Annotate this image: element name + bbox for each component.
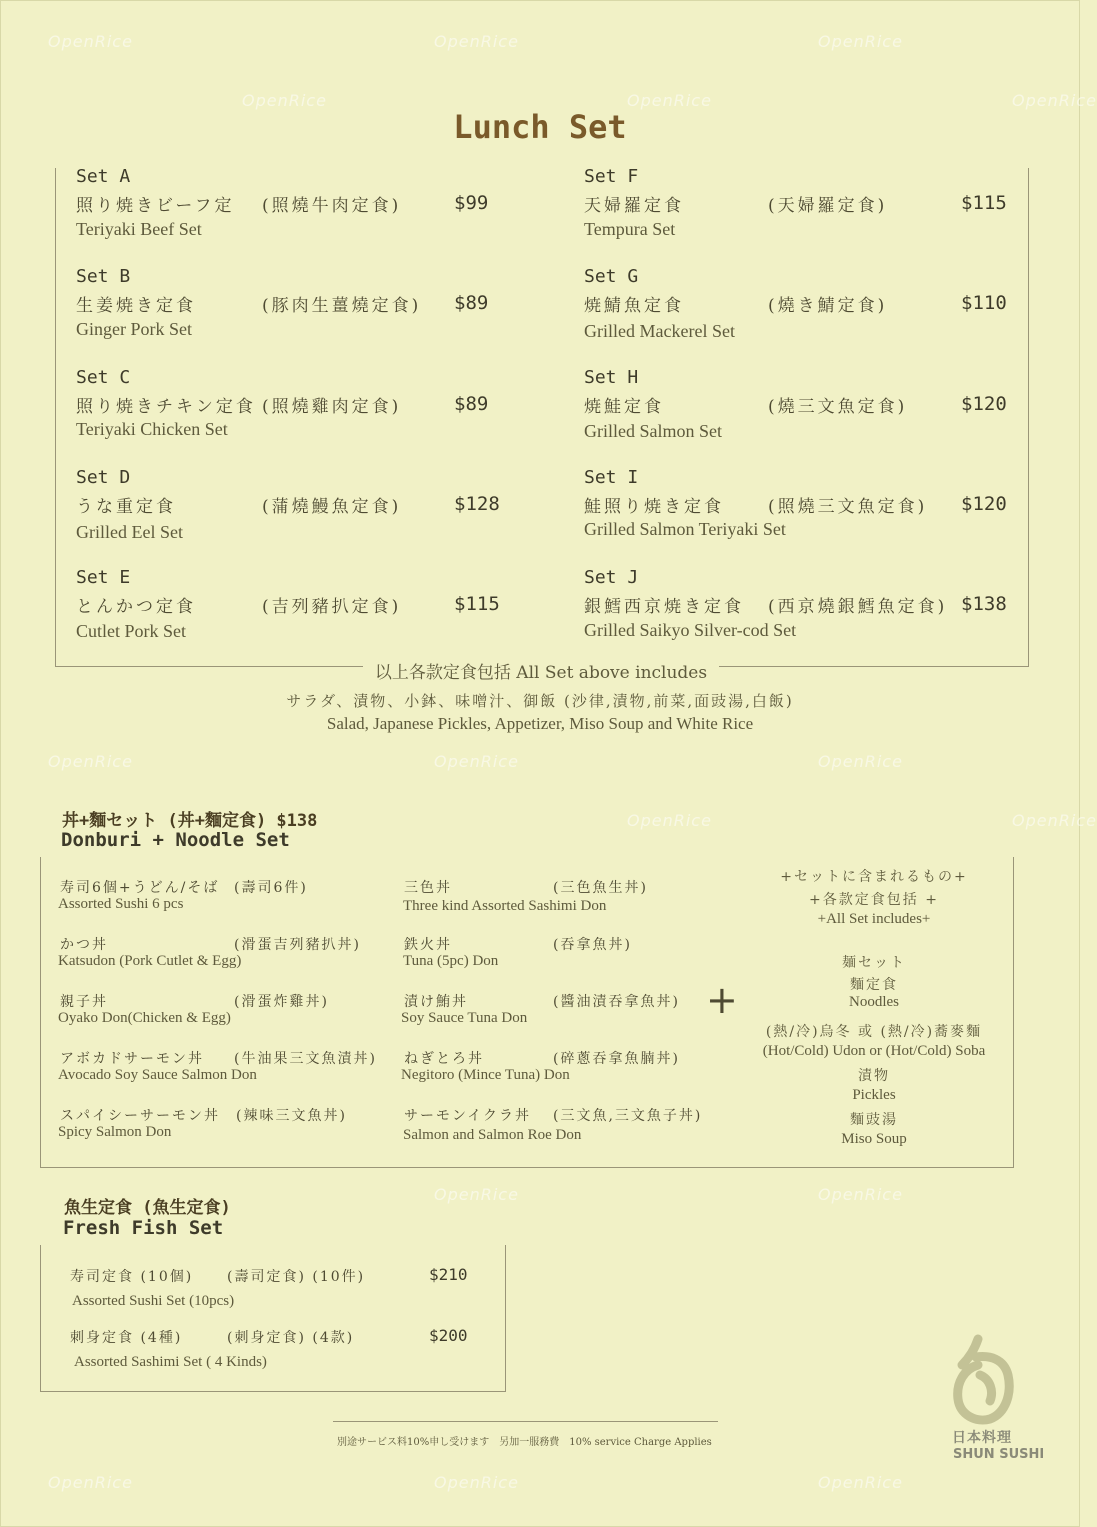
don-name-jp: かつ丼 — [60, 937, 108, 953]
logo-text-jp: 日本料理 — [952, 1430, 1012, 1446]
set-name-en: Teriyaki Beef Set — [76, 219, 202, 239]
includes-en: Salad, Japanese Pickles, Appetizer, Miso Soup and White Rice — [326, 714, 754, 733]
set-price: $89 — [454, 292, 489, 314]
set-label: Set F — [584, 166, 639, 187]
watermark: OpenRice — [434, 1473, 519, 1492]
watermark: OpenRice — [818, 1473, 903, 1492]
don-name-cn: (滑蛋炸雞丼) — [234, 994, 329, 1010]
includes-line: +All Set includes+ — [817, 911, 931, 927]
set-label: Set E — [76, 567, 131, 588]
fish-title-en: Fresh Fish Set — [63, 1217, 224, 1239]
fish-name-cn: (壽司定食) (10件) — [227, 1269, 366, 1285]
don-name-jp: 三色丼 — [404, 880, 452, 896]
don-name-jp: スパイシーサーモン丼 — [60, 1108, 220, 1124]
set-name-jp: 生姜焼き定食 — [76, 296, 196, 316]
page-title: Lunch Set — [453, 108, 627, 146]
includes-line: Pickles — [852, 1087, 896, 1103]
set-name-en: Grilled Salmon Teriyaki Set — [584, 519, 786, 539]
includes-line: 漬物 — [858, 1068, 890, 1084]
set-label: Set H — [584, 367, 639, 388]
set-label: Set D — [76, 467, 131, 488]
set-name-cn: (豚肉生薑燒定食) — [262, 296, 422, 316]
don-name-en: Katsudon (Pork Cutlet & Egg) — [58, 953, 242, 969]
set-name-jp: うな重定食 — [76, 497, 176, 517]
set-price: $115 — [454, 593, 500, 615]
set-name-en: Tempura Set — [584, 219, 676, 239]
don-name-cn: (牛油果三文魚漬丼) — [234, 1051, 377, 1067]
don-name-en: Salmon and Salmon Roe Don — [403, 1127, 582, 1143]
watermark: OpenRice — [1012, 811, 1097, 830]
set-name-en: Ginger Pork Set — [76, 319, 192, 339]
watermark: OpenRice — [627, 91, 712, 110]
set-name-cn: (照燒三文魚定食) — [768, 497, 928, 517]
set-price: $120 — [961, 393, 1007, 415]
set-name-cn: (西京燒銀鱈魚定食) — [768, 597, 948, 617]
don-name-cn: (三色魚生丼) — [553, 880, 648, 896]
fish-name-en: Assorted Sashimi Set ( 4 Kinds) — [74, 1354, 267, 1370]
set-label: Set G — [584, 266, 639, 287]
don-name-cn: (三文魚,三文魚子丼) — [553, 1108, 703, 1124]
includes-line: 麵豉湯 — [850, 1112, 898, 1128]
watermark: OpenRice — [818, 752, 903, 771]
don-name-jp: ねぎとろ丼 — [404, 1051, 484, 1067]
watermark: OpenRice — [818, 1185, 903, 1204]
watermark: OpenRice — [242, 91, 327, 110]
don-name-en: Avocado Soy Sauce Salmon Don — [58, 1067, 257, 1083]
don-name-jp: 漬け鮪丼 — [404, 994, 468, 1010]
set-name-cn: (照燒雞肉定食) — [262, 397, 402, 417]
includes-line: +セットに含まれるもの+ — [780, 869, 968, 885]
don-name-en: Assorted Sushi 6 pcs — [58, 896, 184, 912]
set-name-jp: 照り焼きチキン定食 — [76, 397, 256, 417]
includes-line: (熱/冷)烏冬 或 (熱/冷)蕎麥麵 — [765, 1024, 983, 1040]
set-name-en: Grilled Eel Set — [76, 522, 183, 542]
set-price: $120 — [961, 493, 1007, 515]
set-name-en: Teriyaki Chicken Set — [76, 419, 228, 439]
watermark: OpenRice — [434, 32, 519, 51]
footer-divider — [333, 1421, 718, 1422]
don-name-en: Tuna (5pc) Don — [403, 953, 499, 969]
set-label: Set B — [76, 266, 131, 287]
don-name-cn: (碎蔥吞拿魚腩丼) — [553, 1051, 680, 1067]
set-name-cn: (燒き鯖定食) — [768, 296, 888, 316]
set-name-cn: (天婦羅定食) — [768, 196, 888, 216]
don-name-jp: 寿司6個+うどん/そば — [60, 880, 220, 896]
don-name-en: Soy Sauce Tuna Don — [401, 1010, 528, 1026]
set-name-en: Grilled Mackerel Set — [584, 321, 735, 341]
includes-line: 麺セット — [842, 955, 906, 971]
fish-name-en: Assorted Sushi Set (10pcs) — [72, 1293, 235, 1309]
watermark: OpenRice — [48, 752, 133, 771]
don-name-cn: (吞拿魚丼) — [553, 937, 632, 953]
watermark: OpenRice — [818, 32, 903, 51]
set-name-cn: (蒲燒鰻魚定食) — [262, 497, 402, 517]
set-price: $128 — [454, 493, 500, 515]
don-name-jp: 親子丼 — [60, 994, 108, 1010]
don-name-jp: サーモンイクラ丼 — [404, 1108, 532, 1124]
watermark: OpenRice — [434, 1185, 519, 1204]
set-label: Set C — [76, 367, 131, 388]
set-name-cn: (燒三文魚定食) — [768, 397, 908, 417]
don-name-en: Oyako Don(Chicken & Egg) — [58, 1010, 231, 1026]
don-name-jp: アボカドサーモン丼 — [60, 1051, 204, 1067]
set-price: $99 — [454, 192, 489, 214]
set-label: Set A — [76, 166, 131, 187]
set-name-jp: 焼鯖魚定食 — [584, 296, 684, 316]
set-name-en: Grilled Saikyo Silver-cod Set — [584, 620, 797, 640]
don-name-jp: 鉄火丼 — [404, 937, 452, 953]
watermark: OpenRice — [627, 811, 712, 830]
set-name-jp: 照り焼きビーフ定 — [76, 196, 235, 216]
set-name-jp: 焼鮭定食 — [584, 397, 664, 417]
don-name-cn: (滑蛋吉列豬扒丼) — [234, 937, 361, 953]
don-name-cn: (醬油漬吞拿魚丼) — [553, 994, 680, 1010]
fish-name-jp: 寿司定食 (10個) — [70, 1269, 194, 1285]
plus-icon: + — [706, 978, 738, 1022]
don-name-cn: (壽司6件) — [234, 880, 308, 896]
set-name-cn: (吉列豬扒定食) — [262, 597, 402, 617]
set-label: Set I — [584, 467, 639, 488]
set-name-jp: 天婦羅定食 — [584, 196, 684, 216]
includes-label: 以上各款定食包括 All Set above includes — [363, 663, 719, 683]
set-price: $138 — [961, 593, 1007, 615]
includes-line: +各款定食包括 + — [809, 892, 939, 908]
logo-text-en: SHUN SUSHI — [953, 1447, 1045, 1462]
fish-name-cn: (刺身定食) (4款) — [227, 1330, 355, 1346]
watermark: OpenRice — [434, 752, 519, 771]
includes-line: (Hot/Cold) Udon or (Hot/Cold) Soba — [762, 1043, 986, 1059]
set-name-en: Grilled Salmon Set — [584, 421, 722, 441]
fish-title-jp: 魚生定食 (魚生定食) — [64, 1198, 231, 1218]
set-label: Set J — [584, 567, 639, 588]
donburi-title-jp: 丼+麵セット (丼+麵定食) $138 — [62, 811, 318, 831]
set-price: $110 — [961, 292, 1007, 314]
don-name-cn: (辣味三文魚丼) — [236, 1108, 347, 1124]
set-name-cn: (照燒牛肉定食) — [262, 196, 402, 216]
set-name-jp: 鮭照り焼き定食 — [584, 497, 724, 517]
fish-price: $210 — [429, 1265, 468, 1284]
set-price: $115 — [961, 192, 1007, 214]
service-charge-note: 別途サービス料10%申し受けます 另加一服務費 10% service Charge Applies — [337, 1437, 712, 1448]
don-name-en: Three kind Assorted Sashimi Don — [403, 898, 607, 914]
set-name-jp: 銀鱈西京焼き定食 — [584, 597, 744, 617]
donburi-title-en: Donburi + Noodle Set — [61, 829, 290, 851]
don-name-en: Spicy Salmon Don — [58, 1124, 172, 1140]
watermark: OpenRice — [48, 32, 133, 51]
watermark: OpenRice — [1012, 91, 1097, 110]
watermark: OpenRice — [48, 1473, 133, 1492]
includes-jp: サラダ、漬物、小鉢、味噌汁、御飯 (沙律,漬物,前菜,面豉湯,白飯) — [286, 692, 794, 710]
set-name-en: Cutlet Pork Set — [76, 621, 187, 641]
includes-caption — [55, 658, 1027, 683]
set-price: $89 — [454, 393, 489, 415]
don-name-en: Negitoro (Mince Tuna) Don — [401, 1067, 570, 1083]
fish-name-jp: 刺身定食 (4種) — [70, 1330, 183, 1346]
set-name-jp: とんかつ定食 — [76, 597, 196, 617]
includes-line: Miso Soup — [841, 1131, 907, 1147]
includes-line: 麵定食 — [850, 977, 898, 993]
fish-price: $200 — [429, 1326, 468, 1345]
includes-line: Noodles — [849, 994, 899, 1010]
